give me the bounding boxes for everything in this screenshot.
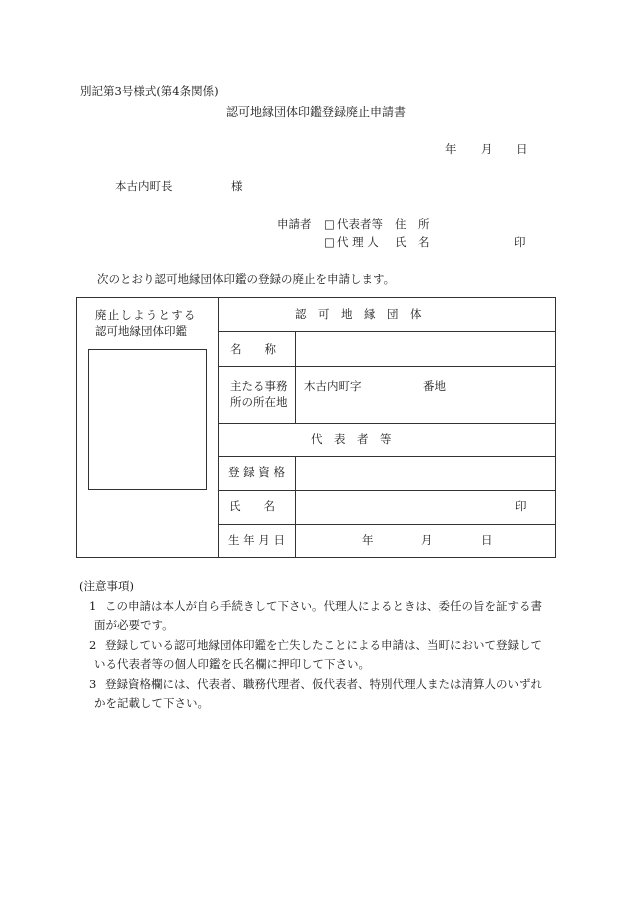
office-address-prefix: 木古内町字 <box>304 379 362 393</box>
addressee-honorific: 様 <box>231 179 243 193</box>
birth-month-label: 月 <box>421 533 433 547</box>
group-name-label: 名 称 <box>230 342 276 356</box>
note-line: かを記載して下さい。 <box>94 696 209 710</box>
agent-type-label: 代 理 人 <box>337 235 379 249</box>
note-line: 登録している認可地縁団体印鑑を亡失したことによる申請は、当町において登録して <box>105 638 542 652</box>
table-divider <box>218 297 219 558</box>
table-divider <box>295 331 296 423</box>
note-line: 面が必要です。 <box>94 618 174 632</box>
note-number: 2 <box>89 638 97 652</box>
form-reference: 別記第3号様式(第4条関係) <box>80 84 219 98</box>
applicant-label: 申請者 <box>277 217 312 231</box>
intro-text: 次のとおり認可地縁団体印鑑の登録の廃止を申請します。 <box>97 272 396 286</box>
table-divider <box>295 456 296 558</box>
rep-checkbox[interactable]: □ <box>324 217 335 231</box>
addressee-name: 本古内町長 <box>115 179 173 193</box>
qualification-label: 登 録 資 格 <box>228 465 285 479</box>
applicant-seal-mark: 印 <box>514 235 526 249</box>
agent-checkbox[interactable]: □ <box>324 235 335 249</box>
table-divider <box>218 366 556 367</box>
note-number: 1 <box>89 599 97 613</box>
seal-impression-box[interactable] <box>88 349 207 490</box>
date-year-label: 年 <box>445 142 457 156</box>
date-month-label: 月 <box>481 142 493 156</box>
group-section-heading: 認 可 地 縁 団 体 <box>295 307 422 321</box>
table-divider <box>218 456 556 457</box>
seal-box-label-line2: 認可地縁団体印鑑 <box>95 324 187 338</box>
group-name-field[interactable] <box>298 333 554 365</box>
date-day-label: 日 <box>516 142 528 156</box>
rep-type-label: 代表者等 <box>337 217 383 231</box>
representative-name-label: 氏 名 <box>229 499 275 513</box>
note-number: 3 <box>89 677 97 691</box>
table-divider <box>218 490 556 491</box>
office-label-line1: 主たる事務 <box>230 379 288 393</box>
office-label-line2: 所の所在地 <box>230 395 288 409</box>
table-divider <box>218 331 556 332</box>
table-divider <box>218 524 556 525</box>
note-line: いる代表者等の個人印鑑を氏名欄に押印して下さい。 <box>94 657 370 671</box>
note-line: 登録資格欄には、代表者、職務代理者、仮代表者、特別代理人または清算人のいずれ <box>105 677 542 691</box>
note-line: この申請は本人が自ら手続きして下さい。代理人によるときは、委任の旨を証する書 <box>105 599 542 613</box>
address-label: 住 所 <box>395 217 430 231</box>
qualification-field[interactable] <box>298 458 554 488</box>
birth-day-label: 日 <box>481 533 493 547</box>
representative-seal-mark: 印 <box>515 499 527 513</box>
applicant-name-label: 氏 名 <box>395 235 430 249</box>
seal-box-label-line1: 廃止しようとする <box>95 308 197 322</box>
representative-section-heading: 代 表 者 等 <box>311 432 392 446</box>
birth-year-label: 年 <box>362 533 374 547</box>
form-title: 認可地縁団体印鑑登録廃止申請書 <box>226 105 407 119</box>
notes-heading: (注意事項) <box>79 579 134 593</box>
birthdate-label: 生 年 月 日 <box>228 533 285 547</box>
office-address-suffix: 番地 <box>423 379 446 393</box>
table-divider <box>218 423 556 424</box>
